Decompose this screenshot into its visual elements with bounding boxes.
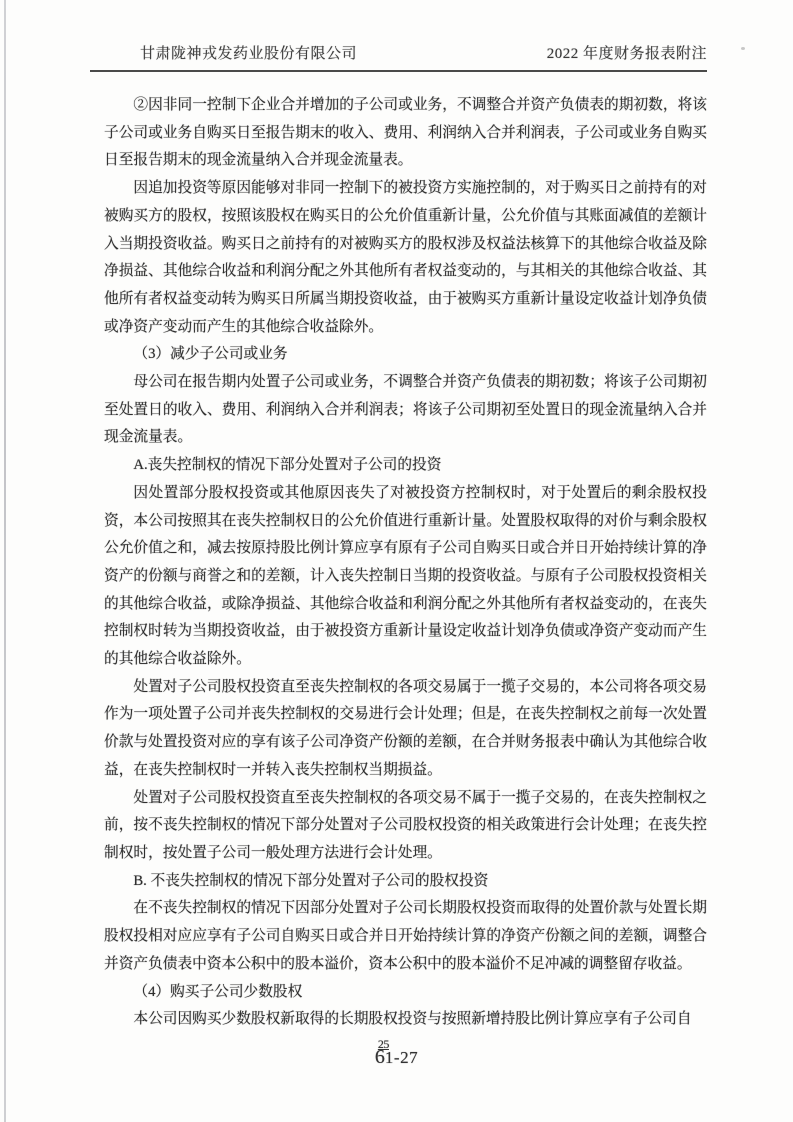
paragraph: 本公司因购买少数股权新取得的长期股权投资与按照新增持股比例计算应享有子公司自 — [133, 1011, 692, 1028]
paragraph: 因追加投资等原因能够对非同一控制下的被投资方实施控制的，对于购买日之前持有的对被购买方的股权，按照该股权在购买日的公允价值重新计量，公允价值与其账面减值的差额计入当期投资收益。购买日之前持有的对被购买方的股权涉及权益法核算下的其他综合收益及除净损益、其他综合收益和利润分配之外其他所有者权益变动的，与其相关的其他综合收益、其他所有者权益变动转为购买日所属当期投资收益，由于被购买方重新计量设定收益计划净负债或净资产变动而产生的其他综合收益除外。 — [104, 180, 707, 335]
paragraph: 母公司在报告期内处置子公司或业务，不调整合并资产负债表的期初数；将该子公司期初至处置日的收入、费用、利润纳入合并利润表；将该子公司期初至处置日的现金流量纳入合并现金流量表。 — [104, 374, 707, 446]
page-stamp — [374, 1037, 389, 1069]
body-text — [104, 92, 707, 1034]
subheading: A.丧失控制权的情况下部分处置对子公司的投资 — [133, 457, 442, 474]
company-name: 甘肃陇神戎发药业股份有限公司 — [140, 46, 358, 62]
subheading: （4）购买子公司少数股权 — [133, 983, 303, 1000]
page-header — [90, 42, 707, 72]
paragraph: 处置对子公司股权投资直至丧失控制权的各项交易属于一揽子交易的，本公司将各项交易作为一项处置子公司并丧失控制权的交易进行会计处理；但是，在丧失控制权之前每一次处置价款与处置投资对应的享有该子公司净资产份额的差额，在合并财务报表中确认为其他综合收益，在丧失控制权时一并转入丧失控制权当期损益。 — [104, 678, 707, 778]
scan-edge-artifact — [4, 0, 6, 1122]
subheading: （3）减少子公司或业务 — [133, 346, 288, 363]
scan-speck — [741, 47, 745, 50]
paragraph: 处置对子公司股权投资直至丧失控制权的各项交易不属于一揽子交易的，在丧失控制权之前，按不丧失控制权的情况下部分处置对子公司股权投资的相关政策进行会计处理；在丧失控制权时，按处置子公司一般处理方法进行会计处理。 — [104, 789, 707, 861]
report-title: 2022 年度财务报表附注 — [546, 46, 707, 62]
page-number: 1-27 — [384, 1048, 419, 1067]
paragraph: ②因非同一控制下企业合并增加的子公司或业务，不调整合并资产负债表的期初数，将该子公司或业务自购买日至报告期末的收入、费用、利润纳入合并利润表，子公司或业务自购买日至报告期末的现金流量纳入合并现金流量表。 — [104, 97, 707, 169]
subheading: B. 不丧失控制权的情况下部分处置对子公司的股权投资 — [133, 872, 489, 889]
page-footer — [0, 1037, 793, 1069]
paragraph: 因处置部分股权投资或其他原因丧失了对被投资方控制权时，对于处置后的剩余股权投资，本公司按照其在丧失控制权日的公允价值进行重新计量。处置股权取得的对价与剩余股权公允价值之和，减去按原持股比例计算应享有原有子公司自购买日或合并日开始持续计算的净资产的份额与商誉之和的差额，计入丧失控制日当期的投资收益。与原有子公司股权投资相关的其他综合收益，或除净损益、其他综合收益和利润分配之外其他所有者权益变动的，在丧失控制权时转为当期投资收益，由于被投资方重新计量设定收益计划净负债或净资产变动而产生的其他综合收益除外。 — [104, 484, 707, 668]
paragraph: 在不丧失控制权的情况下因部分处置对子公司长期股权投资而取得的处置价款与处置长期股权投相对应应享有子公司自购买日或合并日开始持续计算的净资产份额之间的差额，调整合并资产负债表中资本公积中的股本溢价，资本公积中的股本溢价不足冲减的调整留存收益。 — [104, 900, 707, 972]
stamp-number: 6 — [374, 1046, 385, 1068]
stamp-overlay-number: 25 — [377, 1037, 389, 1051]
